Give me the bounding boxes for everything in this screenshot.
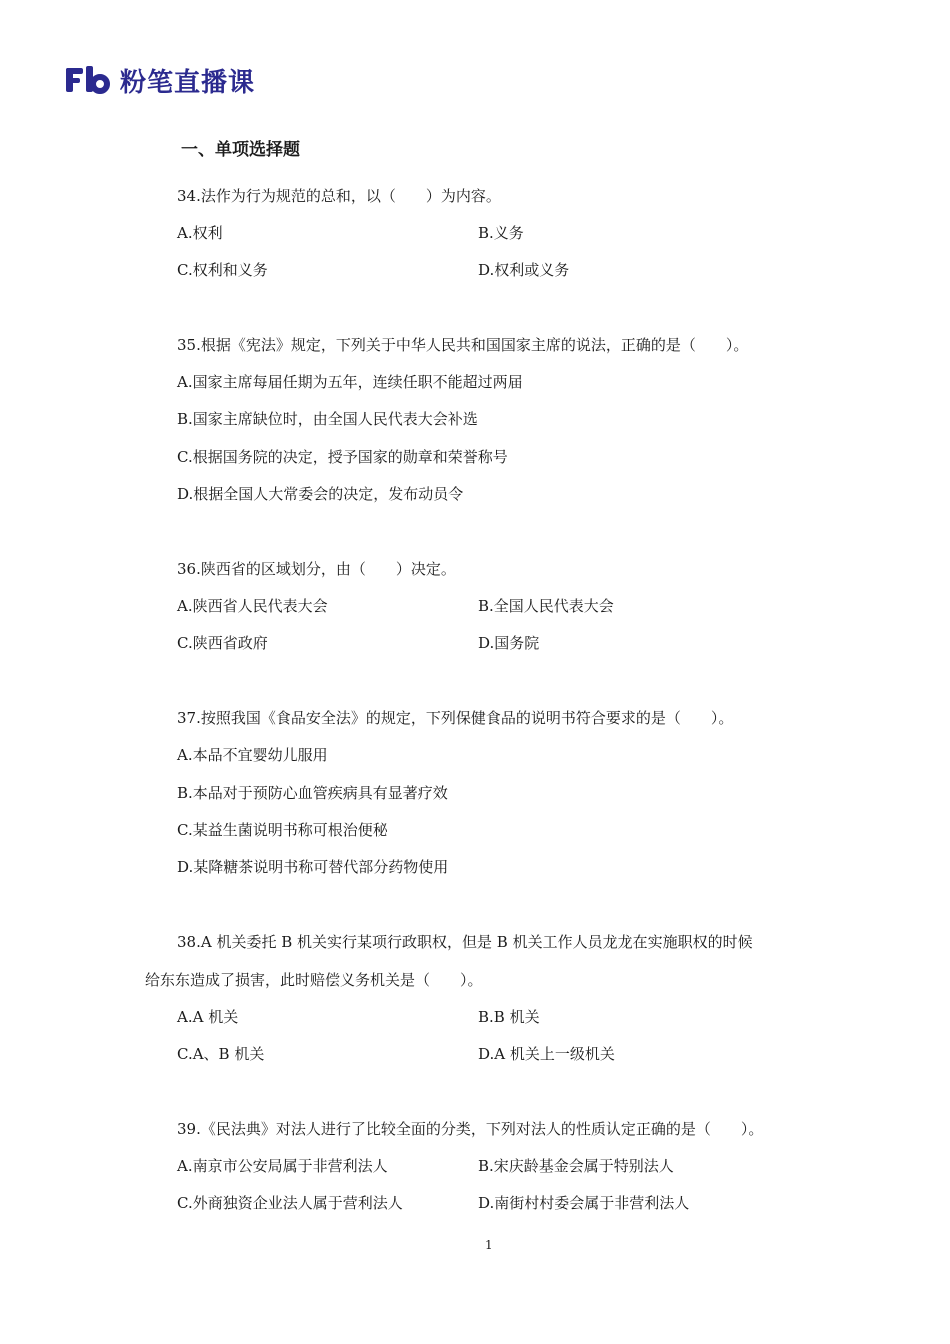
question-38-option-c: C.A、B 机关 (177, 1045, 265, 1063)
question-38-stem-line2: 给东东造成了损害，此时赔偿义务机关是（ ）。 (145, 971, 483, 989)
question-36-option-b: B.全国人民代表大会 (478, 597, 614, 615)
question-36-stem: 36.陕西省的区域划分，由（ ）决定。 (177, 560, 456, 578)
brand-logo (66, 60, 255, 100)
question-35-option-d: D.根据全国人大常委会的决定，发布动员令 (177, 485, 464, 503)
section-title: 一、单项选择题 (181, 140, 300, 160)
question-34-option-b: B.义务 (478, 224, 524, 242)
question-35-option-c: C.根据国务院的决定，授予国家的勋章和荣誉称号 (177, 448, 508, 466)
question-39-option-c: C.外商独资企业法人属于营利法人 (177, 1194, 403, 1212)
question-39-option-d: D.南街村村委会属于非营利法人 (478, 1194, 690, 1212)
brand-name: 粉笔直播课 (120, 67, 256, 98)
question-38-option-a: A.A 机关 (177, 1008, 239, 1026)
question-35-option-b: B.国家主席缺位时，由全国人民代表大会补选 (177, 410, 478, 428)
question-39-stem: 39.《民法典》对法人进行了比较全面的分类，下列对法人的性质认定正确的是（ ）。 (177, 1120, 764, 1138)
question-39-option-a: A.南京市公安局属于非营利法人 (177, 1157, 388, 1175)
question-37-stem: 37.按照我国《食品安全法》的规定，下列保健食品的说明书符合要求的是（ ）。 (177, 709, 734, 727)
question-39-option-b: B.宋庆龄基金会属于特别法人 (478, 1157, 674, 1175)
question-34-option-c: C.权利和义务 (177, 261, 268, 279)
question-37-option-b: B.本品对于预防心血管疾病具有显著疗效 (177, 784, 448, 802)
fb-logo-icon (66, 66, 110, 94)
question-35-stem: 35.根据《宪法》规定，下列关于中华人民共和国国家主席的说法，正确的是（ ）。 (177, 336, 749, 354)
question-38-option-b: B.B 机关 (478, 1008, 540, 1026)
question-34-option-a: A.权利 (177, 224, 223, 242)
question-35-option-a: A.国家主席每届任期为五年，连续任职不能超过两届 (177, 373, 523, 391)
question-36-option-a: A.陕西省人民代表大会 (177, 597, 328, 615)
question-37-option-c: C.某益生菌说明书称可根治便秘 (177, 821, 388, 839)
question-34-stem: 34.法作为行为规范的总和，以（ ）为内容。 (177, 187, 501, 205)
question-36-option-d: D.国务院 (478, 634, 540, 652)
question-37-option-d: D.某降糖茶说明书称可替代部分药物使用 (177, 858, 449, 876)
question-34-option-d: D.权利或义务 (478, 261, 570, 279)
question-38-option-d: D.A 机关上一级机关 (478, 1045, 615, 1063)
question-37-option-a: A.本品不宜婴幼儿服用 (177, 746, 328, 764)
question-36-option-c: C.陕西省政府 (177, 634, 268, 652)
page-number: 1 (485, 1238, 493, 1252)
question-38-stem-line1: 38.A 机关委托 B 机关实行某项行政职权，但是 B 机关工作人员龙龙在实施职权的时候 (177, 933, 753, 951)
